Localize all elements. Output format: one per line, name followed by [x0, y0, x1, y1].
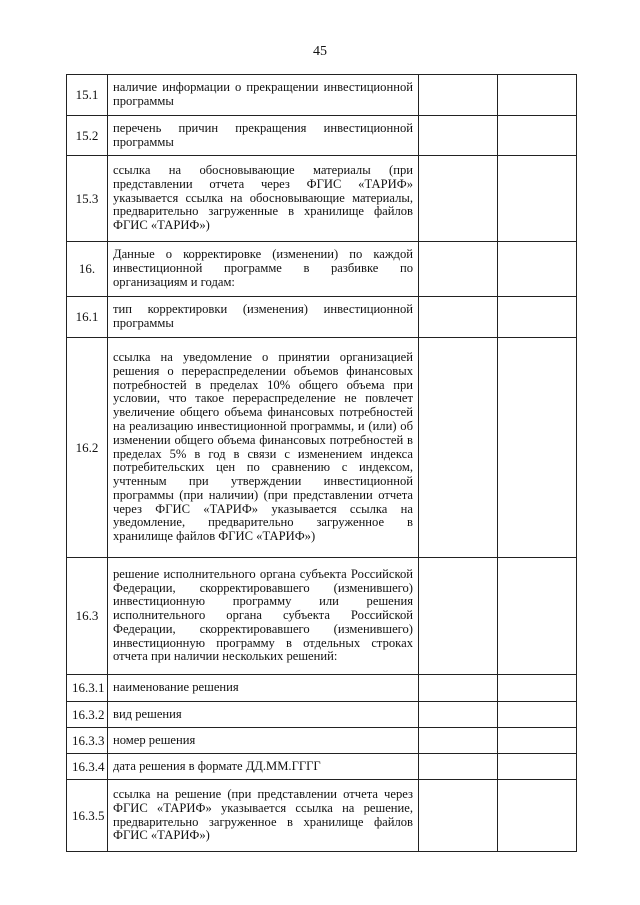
row-number: 16.3: [67, 558, 108, 675]
row-number: 16.1: [67, 297, 108, 338]
row-description: наличие информации о прекращении инвестиционной программы: [108, 75, 419, 116]
value-cell: [419, 116, 498, 156]
report-table: [66, 74, 577, 852]
row-number: 16.2: [67, 338, 108, 558]
value-cell: [419, 75, 498, 116]
row-description: дата решения в формате ДД.ММ.ГГГГ: [108, 754, 419, 780]
value-cell: [419, 156, 498, 242]
table-row: [67, 754, 577, 780]
row-number: 15.1: [67, 75, 108, 116]
value-cell: [419, 338, 498, 558]
value-cell: [419, 297, 498, 338]
table-row: [67, 675, 577, 702]
table-row: [67, 156, 577, 242]
row-description: ссылка на решение (при представлении отчета через ФГИС «ТАРИФ» указывается ссылка на решение, предварительно загруженное в хранилище файлов ФГИС «ТАРИФ»): [108, 780, 419, 852]
value-cell: [498, 116, 577, 156]
row-description: перечень причин прекращения инвестиционной программы: [108, 116, 419, 156]
value-cell: [419, 780, 498, 852]
row-number: 16.: [67, 242, 108, 297]
value-cell: [498, 675, 577, 702]
row-description: Данные о корректировке (изменении) по каждой инвестиционной программе в разбивке по организациям и годам:: [108, 242, 419, 297]
row-description: решение исполнительного органа субъекта Российской Федерации, скорректировавшего (изменившего) инвестиционную программу или решения исполнительного органа субъекта Российской Федерации, скорректировавшего (изменившего) инвестиционную программу в отдельных строках отчета при наличии нескольких решений:: [108, 558, 419, 675]
value-cell: [498, 242, 577, 297]
row-number: 16.3.3: [67, 728, 108, 754]
value-cell: [419, 558, 498, 675]
value-cell: [498, 75, 577, 116]
value-cell: [498, 780, 577, 852]
row-description: наименование решения: [108, 675, 419, 702]
row-description: номер решения: [108, 728, 419, 754]
table-row: [67, 728, 577, 754]
row-number: 16.3.5: [67, 780, 108, 852]
table-row: [67, 116, 577, 156]
value-cell: [419, 728, 498, 754]
row-number: 16.3.1: [67, 675, 108, 702]
value-cell: [419, 675, 498, 702]
table-row: [67, 702, 577, 728]
value-cell: [498, 558, 577, 675]
page-number: 45: [313, 44, 327, 59]
table-row: [67, 558, 577, 675]
row-description: вид решения: [108, 702, 419, 728]
row-number: 15.2: [67, 116, 108, 156]
value-cell: [498, 338, 577, 558]
value-cell: [498, 754, 577, 780]
table-row: [67, 297, 577, 338]
table-row: [67, 338, 577, 558]
value-cell: [498, 702, 577, 728]
row-number: 16.3.2: [67, 702, 108, 728]
value-cell: [498, 297, 577, 338]
value-cell: [498, 728, 577, 754]
table-row: [67, 242, 577, 297]
row-description: тип корректировки (изменения) инвестиционной программы: [108, 297, 419, 338]
value-cell: [419, 702, 498, 728]
row-description: ссылка на уведомление о принятии организацией решения о перераспределении объемов финансовых потребностей в пределах 10% общего объема при условии, что такое перераспределение не повлечет увеличение общего объема финансовых потребностей на реализацию инвестиционной программы, и (или) об изменении общего объема финансовых потребностей в пределах 5% в год в связи с изменением индекса потребительских цен по сравнению с индексом, учтенным при утверждении инвестиционной программы (при наличии) (при представлении отчета через ФГИС «ТАРИФ» указывается ссылка на уведомление, предварительно загруженное в хранилище файлов ФГИС «ТАРИФ»): [108, 338, 419, 558]
table-row: [67, 780, 577, 852]
row-number: 16.3.4: [67, 754, 108, 780]
row-description: ссылка на обосновывающие материалы (при представлении отчета через ФГИС «ТАРИФ» указывается ссылка на обосновывающие материалы, предварительно загруженные в хранилище файлов ФГИС «ТАРИФ»): [108, 156, 419, 242]
value-cell: [419, 242, 498, 297]
table-row: [67, 75, 577, 116]
value-cell: [498, 156, 577, 242]
row-number: 15.3: [67, 156, 108, 242]
value-cell: [419, 754, 498, 780]
